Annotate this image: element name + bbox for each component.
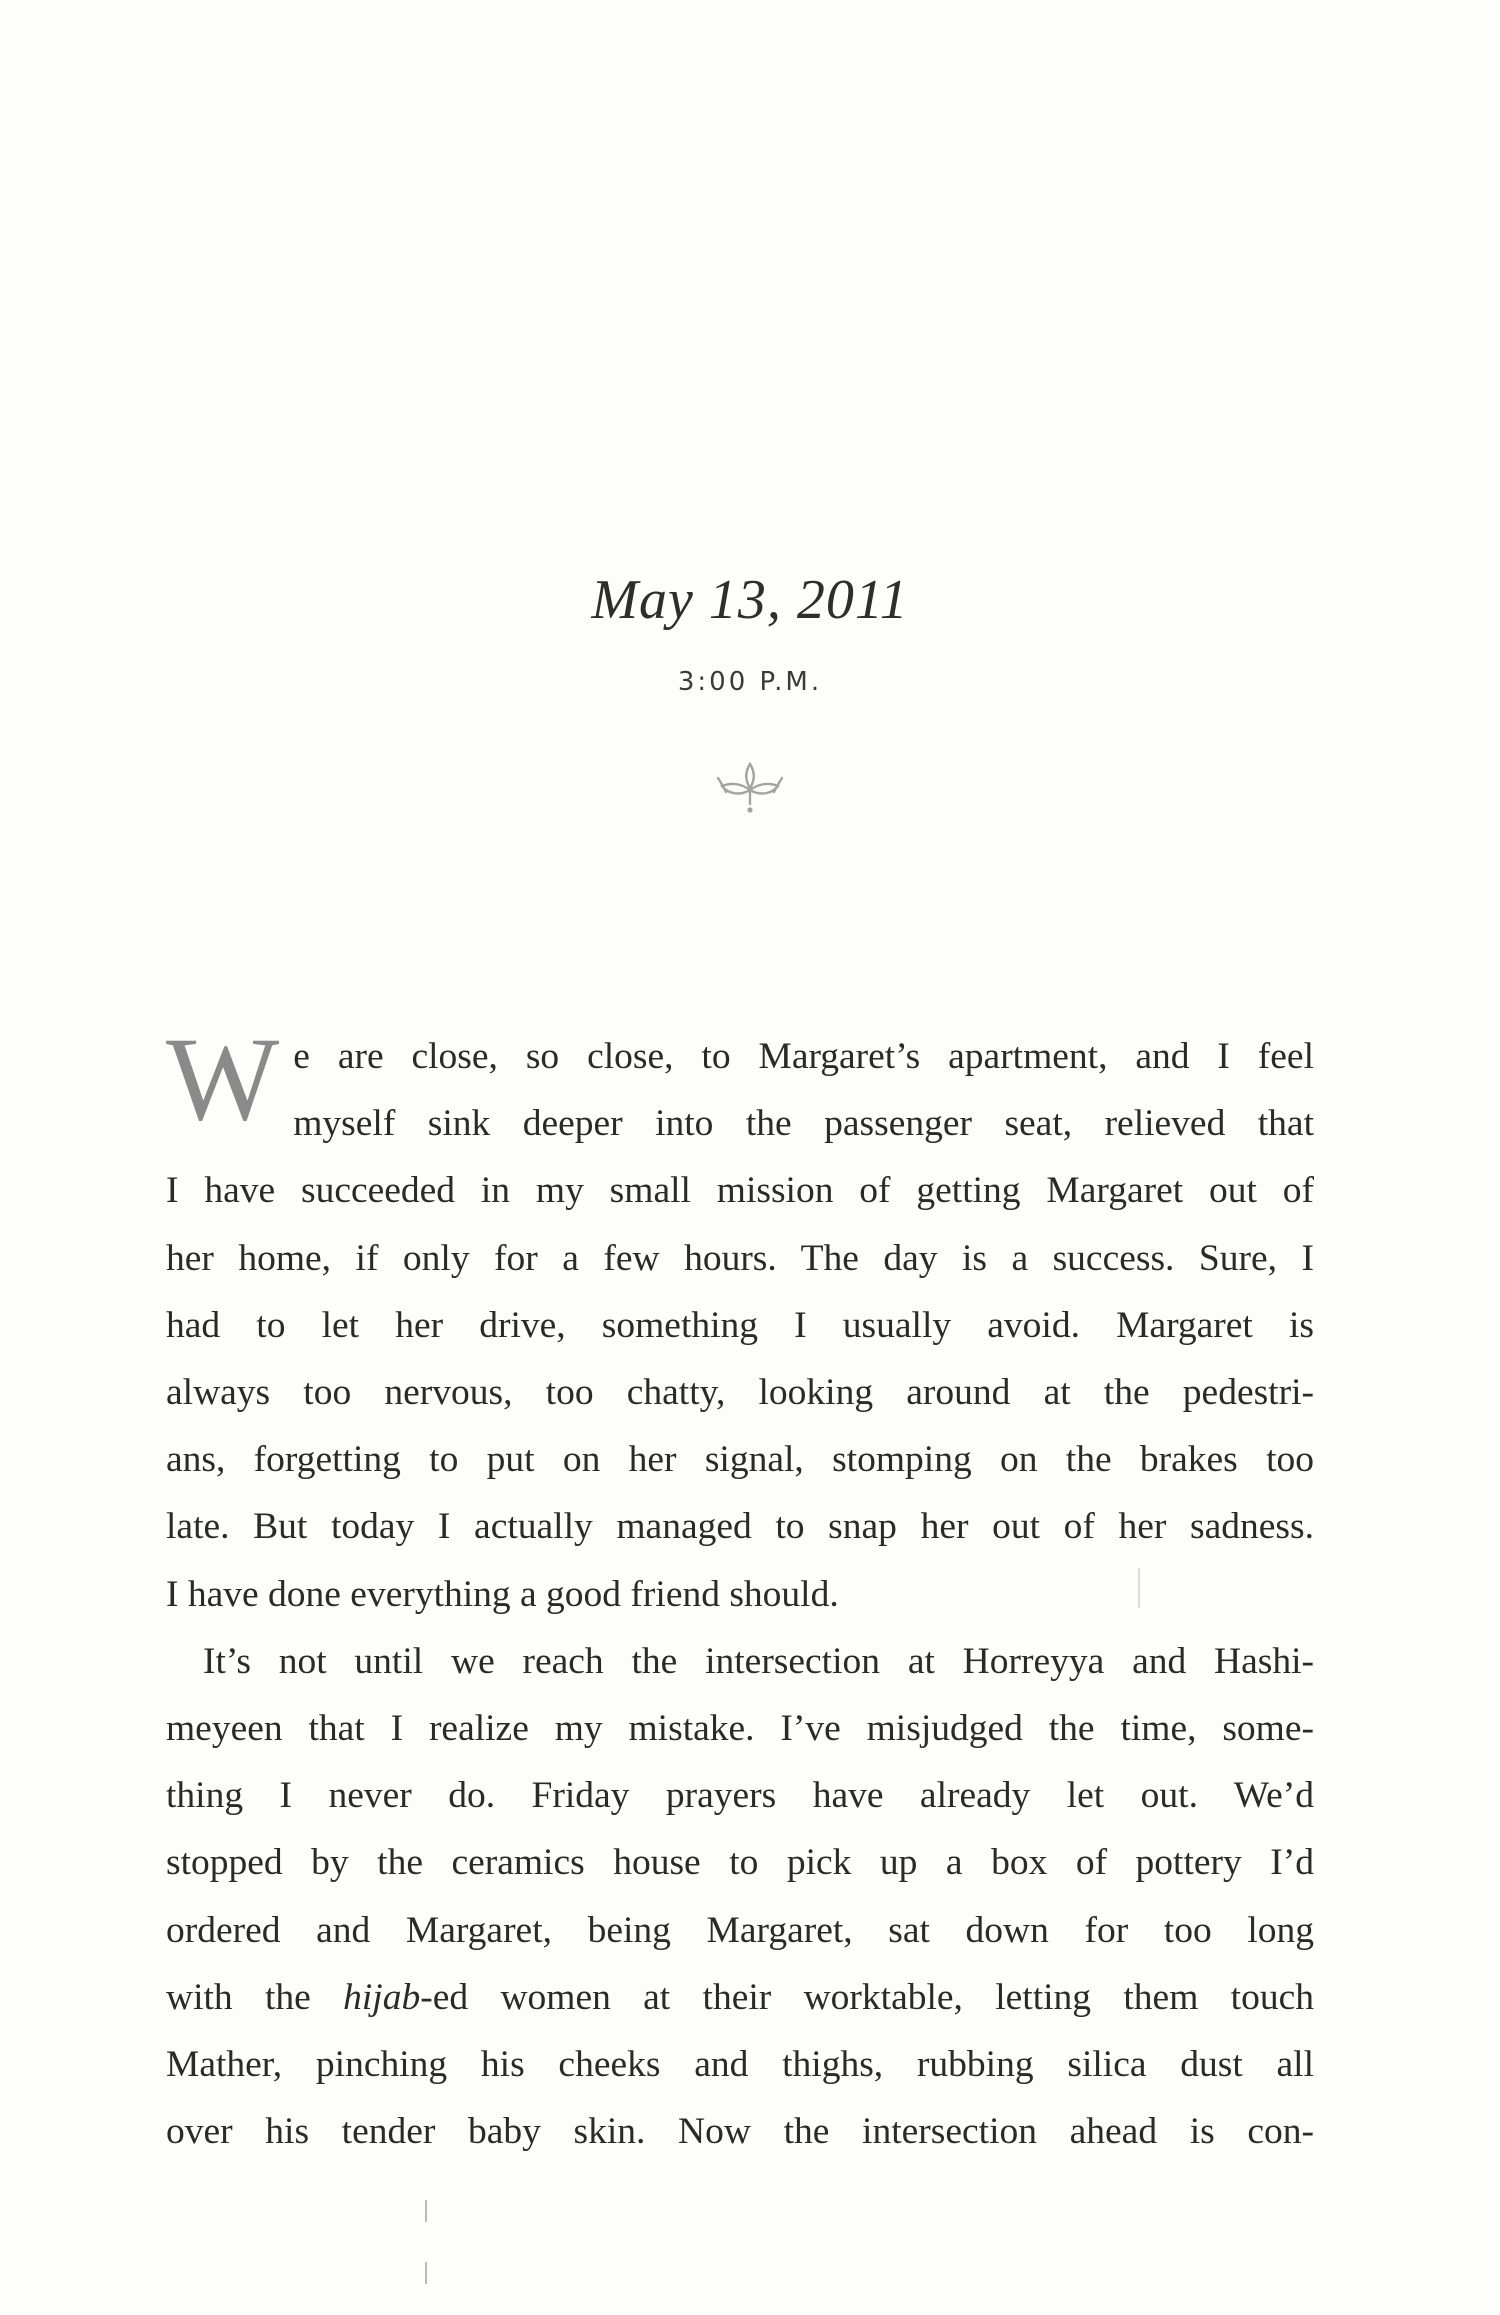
floral-ornament-icon (712, 760, 788, 820)
text-line: over his tender baby skin. Now the intersection ahead is con- (166, 2111, 1314, 2153)
scan-mark (425, 2262, 427, 2284)
scan-mark (1138, 1568, 1140, 1608)
text-line: myself sink deeper into the passenger seat, relieved that (293, 1103, 1314, 1145)
chapter-date-heading: May 13, 2011 (591, 569, 909, 631)
text-line: had to let her drive, something I usually avoid. Margaret is (166, 1304, 1314, 1346)
text-line: e are close, so close, to Margaret’s apartment, and I feel (293, 1036, 1314, 1077)
drop-cap: W (166, 1012, 280, 1145)
body-text (166, 1012, 1314, 2165)
text-line: I have done everything a good friend should. (166, 1573, 839, 1615)
text-fragment: -ed women at their worktable, letting them touch (420, 1976, 1314, 2018)
text-line: late. But today I actually managed to snap her out of her sadness. (166, 1506, 1314, 1548)
paragraph-1 (166, 1012, 1314, 1628)
text-line: ans, forgetting to put on her signal, stomping on the brakes too (166, 1439, 1314, 1481)
text-line: ordered and Margaret, being Margaret, sat down for too long (166, 1909, 1314, 1951)
text-line: always too nervous, too chatty, looking around at the pedestri- (166, 1372, 1314, 1414)
text-line: meyeen that I realize my mistake. I’ve misjudged the time, some- (166, 1708, 1314, 1750)
text-line: I have succeeded in my small mission of getting Margaret out of (166, 1170, 1314, 1212)
scan-mark (425, 2200, 427, 2222)
text-line (166, 1964, 1314, 2031)
text-line: her home, if only for a few hours. The day is a success. Sure, I (166, 1237, 1314, 1279)
italic-word: hijab (343, 1976, 421, 2018)
text-line: Mather, pinching his cheeks and thighs, rubbing silica dust all (166, 2044, 1314, 2086)
text-fragment: with the (166, 1976, 344, 2018)
paragraph-2 (166, 1628, 1314, 2166)
text-line: It’s not until we reach the intersection at Horreyya and Hashi- (203, 1640, 1314, 1682)
chapter-time-subheading: 3:00 P.M. (677, 667, 823, 697)
text-line: thing I never do. Friday prayers have already let out. We’d (166, 1775, 1314, 1817)
text-line: stopped by the ceramics house to pick up a box of pottery I’d (166, 1842, 1314, 1884)
